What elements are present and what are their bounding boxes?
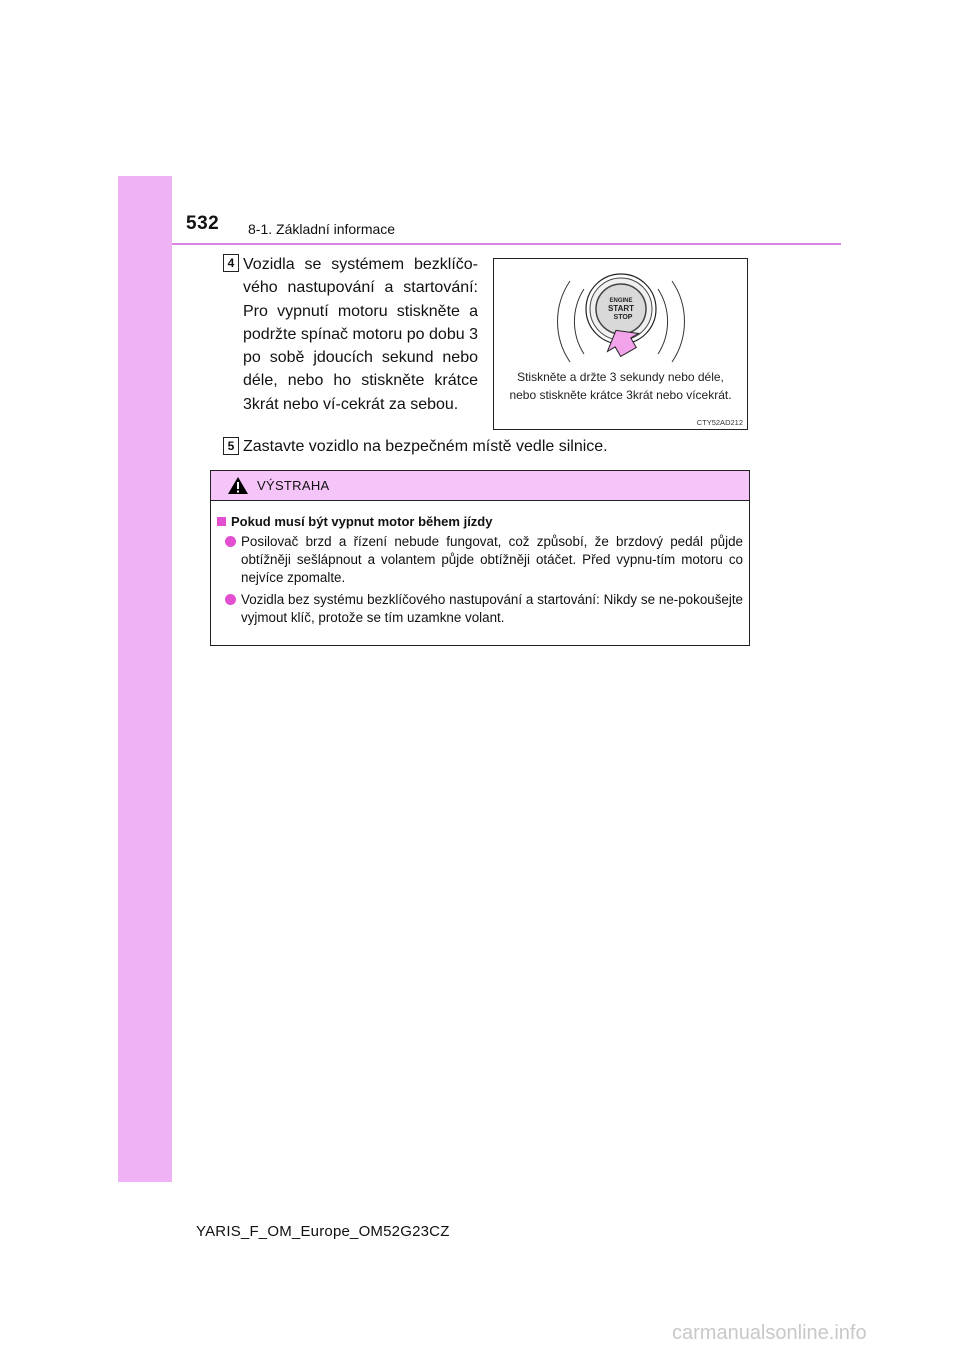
warning-triangle-icon (227, 476, 249, 495)
figure-code: CTY52AD212 (696, 418, 743, 427)
side-tab (118, 176, 172, 1182)
button-label-stop: STOP (613, 314, 633, 321)
button-label-engine: ENGINE (609, 298, 633, 304)
warning-bullet-text: Vozidla bez systému bezklíčového nastupování a startování: Nikdy se ne-pokoušejte vyjmout klíč, protože se tím uzamkne volant. (241, 592, 743, 625)
warning-title: VÝSTRAHA (257, 478, 330, 493)
document-id: YARIS_F_OM_Europe_OM52G23CZ (196, 1223, 450, 1240)
warning-bullet-text: Posilovač brzd a řízení nebude fungovat, což způsobí, že brzdový pedál půjde obtížněji sešlápnout a volantem půjde obtížněji otáčet. Před vypnu-tím motoru co nejvíce zpomalte. (241, 534, 743, 585)
warning-bullet (225, 591, 743, 627)
warning-header (211, 471, 749, 501)
bullet-dot-icon (225, 536, 236, 547)
warning-subheading-text: Pokud musí být vypnut motor během jízdy (231, 514, 493, 529)
button-label-start: START (607, 304, 635, 313)
engine-switch-figure (493, 258, 748, 430)
warning-box (210, 470, 750, 646)
caption-line-1: Stiskněte a držte 3 sekundy nebo déle, (517, 370, 724, 384)
bullet-dot-icon (225, 594, 236, 605)
warning-subheading (217, 514, 492, 529)
header-divider (172, 243, 841, 245)
step-5-text: Zastavte vozidlo na bezpečném místě vedle silnice. (243, 438, 608, 455)
step-number-4: 4 (223, 254, 239, 272)
section-title: 8-1. Základní informace (248, 221, 396, 237)
page-number: 532 (186, 213, 220, 234)
step-4-text: Vozidla se systémem bezklíčo-vého nastupování a startování: Pro vypnutí motoru stiskněte a podržte spínač motoru po dobu 3 po sobě jdoucích sekund nebo déle, nebo ho stiskněte krátce 3krát nebo ví-cekrát za sebou. (243, 256, 478, 413)
square-bullet-icon (217, 517, 226, 526)
step-number-5: 5 (223, 437, 239, 455)
figure-caption (494, 368, 747, 404)
warning-bullet (225, 533, 743, 587)
watermark: carmanualsonline.info (672, 1322, 867, 1344)
caption-line-2: nebo stiskněte krátce 3krát nebo vícekrát. (509, 388, 732, 402)
